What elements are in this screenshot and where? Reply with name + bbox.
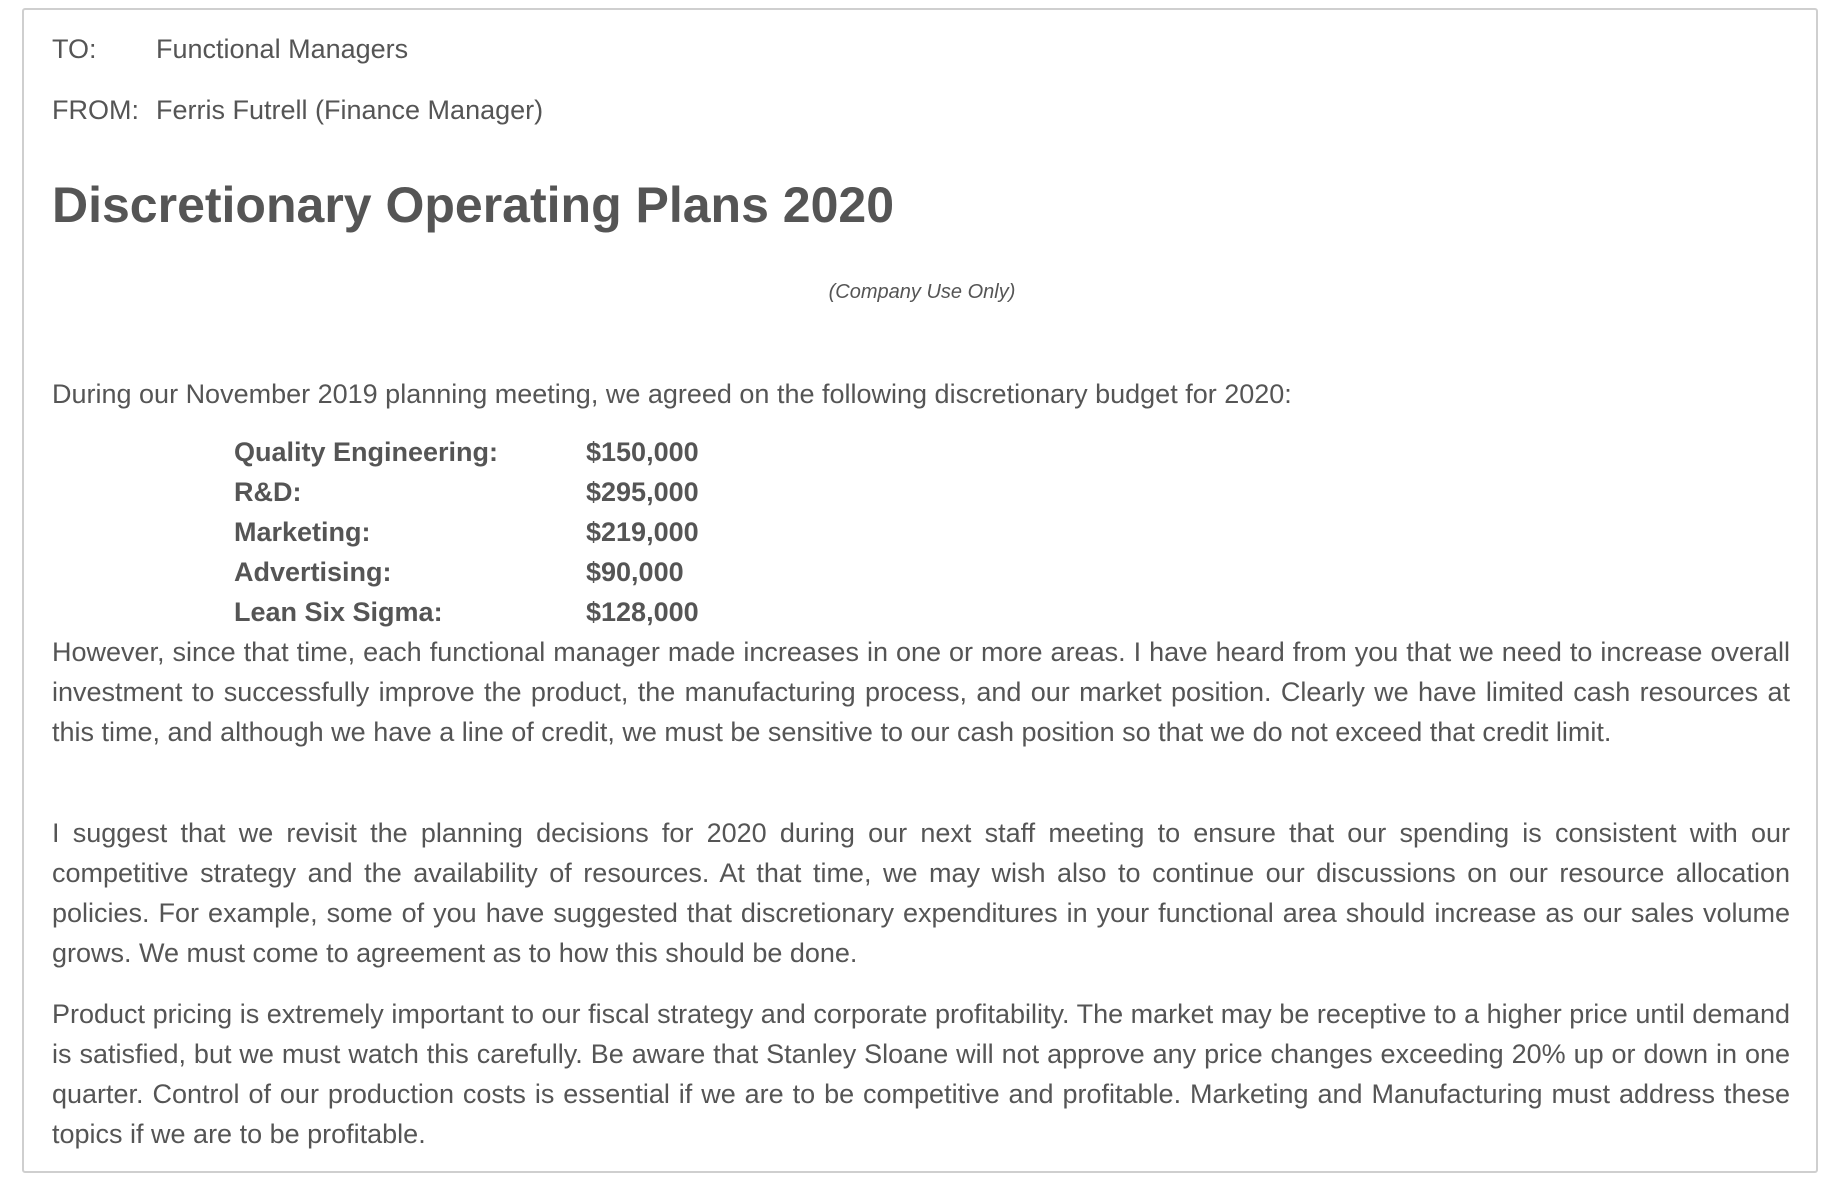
budget-category: Marketing: (234, 517, 371, 547)
memo-panel (22, 8, 1818, 1173)
budget-category: Advertising: (234, 557, 392, 587)
document-title: Discretionary Operating Plans 2020 (52, 177, 895, 233)
to-value: Functional Managers (156, 34, 409, 64)
budget-amount: $128,000 (586, 597, 699, 627)
budget-category: Quality Engineering: (234, 437, 499, 467)
body-paragraph-3: Product pricing is extremely important to our fiscal strategy and corporate profitability. The market may be receptive to a higher price until demand is satisfied, but we must watch this carefully. Be aware that Stanley Sloane will not approve any price changes exceeding 20% up or down in one quarter. Control of our production costs is essential if we are to be competitive and profitable. Marketing and Manufacturing must address these topics if we are to be profitable. (52, 999, 1790, 1149)
budget-amount: $295,000 (586, 477, 699, 507)
company-use-note: (Company Use Only) (828, 281, 1016, 303)
budget-row (234, 432, 699, 472)
from-label: FROM: (52, 95, 139, 125)
budget-amount: $219,000 (586, 517, 699, 547)
budget-row (234, 472, 699, 512)
budget-table (234, 432, 699, 632)
budget-row (234, 512, 699, 552)
to-line (52, 32, 408, 66)
body-paragraph-1: However, since that time, each functional manager made increases in one or more areas. I have heard from you that we need to increase overall investment to successfully improve the product, the manufacturing process, and our market position. Clearly we have limited cash resources at this time, and although we have a line of credit, we must be sensitive to our cash position so that we do not exceed that credit limit. (52, 637, 1790, 747)
body-paragraph-2: I suggest that we revisit the planning decisions for 2020 during our next staff meeting to ensure that our spending is consistent with our competitive strategy and the availability of resources. At that time, we may wish also to continue our discussions on our resource allocation policies. For example, some of you have suggested that discretionary expenditures in your functional area should increase as our sales volume grows. We must come to agreement as to how this should be done. (52, 818, 1790, 968)
budget-row (234, 592, 699, 632)
budget-category: Lean Six Sigma: (234, 597, 443, 627)
from-line (52, 93, 543, 127)
budget-category: R&D: (234, 477, 302, 507)
from-value: Ferris Futrell (Finance Manager) (156, 95, 544, 125)
budget-row (234, 552, 699, 592)
budget-amount: $150,000 (586, 437, 699, 467)
to-label: TO: (52, 34, 97, 64)
intro-paragraph: During our November 2019 planning meeting, we agreed on the following discretionary budget for 2020: (52, 379, 1292, 409)
budget-amount: $90,000 (586, 557, 684, 587)
